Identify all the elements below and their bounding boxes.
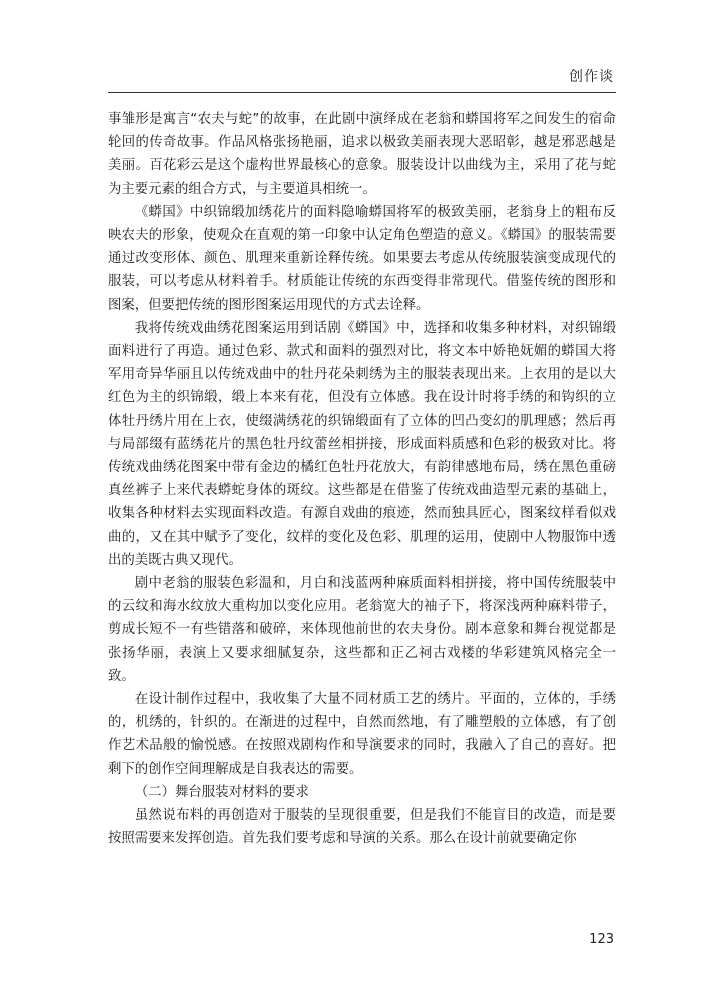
- paragraph-2: 《蟒国》中织锦缎加绣花片的面料隐喻蟒国将军的极致美丽，老翁身上的粗布反映农夫的形象，使观众在直观的第一印象中认定角色塑造的意义。《蟒国》的服装需要通过改变形体、颜色、肌理来重新诠释传统。如果要去考虑从传统服装演变成现代的服装，可以考虑从材料着手。材质能让传统的东西变得非常现代。借鉴传统的图形和图案，但要把传统的图形图案运用现代的方式去诠释。: [108, 204, 616, 313]
- paragraph-3: 我将传统戏曲绣花图案运用到话剧《蟒国》中，选择和收集多种材料，对织锦缎面料进行了再造。通过色彩、款式和面料的强烈对比，将文本中娇艳妩媚的蟒国大将军用奇异华丽且以传统戏曲中的牡丹花朵刺绣为主的服装表现出来。上衣用的是以大红色为主的织锦缎，缎上本来有花，但没有立体感。我在设计时将手绣的和钩织的立体牡丹绣片用在上衣，使缀满绣花的织锦缎面有了立体的凹凸变幻的肌理感；然后再与局部缀有蓝绣花片的黑色牡丹纹蕾丝相拼接，形成面料质感和色彩的极致对比。将传统戏曲绣花图案中带有金边的橘红色牡丹花放大，有韵律感地布局，绣在黑色重磅真丝裤子上来代表蟒蛇身体的斑纹。这些都是在借鉴了传统戏曲造型元素的基础上，收集各种材料去实现面料改造。有源自戏曲的痕迹，然而独具匠心，图案纹样看似戏曲的，又在其中赋予了变化，纹样的变化及色彩、肌理的运用，使剧中人物服饰中透出的美既古典又现代。: [108, 320, 616, 568]
- paragraph-5: 在设计制作过程中，我收集了大量不同材质工艺的绣片。平面的，立体的，手绣的，机绣的，针织的。在渐进的过程中，自然而然地，有了雕塑般的立体感，有了创作艺术品般的愉悦感。在按照戏剧构作和导演要求的同时，我融入了自己的喜好。把剩下的创作空间理解成是自我表达的需要。: [108, 692, 616, 777]
- paragraph-1: 事雏形是寓言“农夫与蛇”的故事，在此剧中演绎成在老翁和蟒国将军之间发生的宿命轮回的传奇故事。作品风格张扬艳丽，追求以极致美丽表现大恶昭彰，越是邪恶越是美丽。百花彩云是这个虚构世界最核心的意象。服装设计以曲线为主，采用了花与蛇为主要元素的组合方式，与主要道具相统一。: [108, 112, 616, 197]
- paragraph-4: 剧中老翁的服装色彩温和，月白和浅蓝两种麻质面料相拼接，将中国传统服装中的云纹和海水纹放大重构加以变化应用。老翁宽大的袖子下，将深浅两种麻料带子，剪成长短不一有些错落和破碎，来体现他前世的农夫身份。剧本意象和舞台视觉都是张扬华丽，表演上又要求细腻复杂，这些都和正乙祠古戏楼的华彩建筑风格完全一致。: [108, 576, 616, 684]
- body-text: [108, 108, 616, 851]
- section-heading: （二）舞台服装对材料的要求: [134, 784, 309, 800]
- paragraph-6: 虽然说布料的再创造对于服装的呈现很重要，但是我们不能盲目的改造，而是要按照需要来发挥创造。首先我们要考虑和导演的关系。那么在设计前就要确定你: [108, 808, 616, 847]
- page-number: 123: [589, 932, 614, 947]
- header-divider: [108, 92, 616, 93]
- running-header: 创作谈: [569, 69, 614, 85]
